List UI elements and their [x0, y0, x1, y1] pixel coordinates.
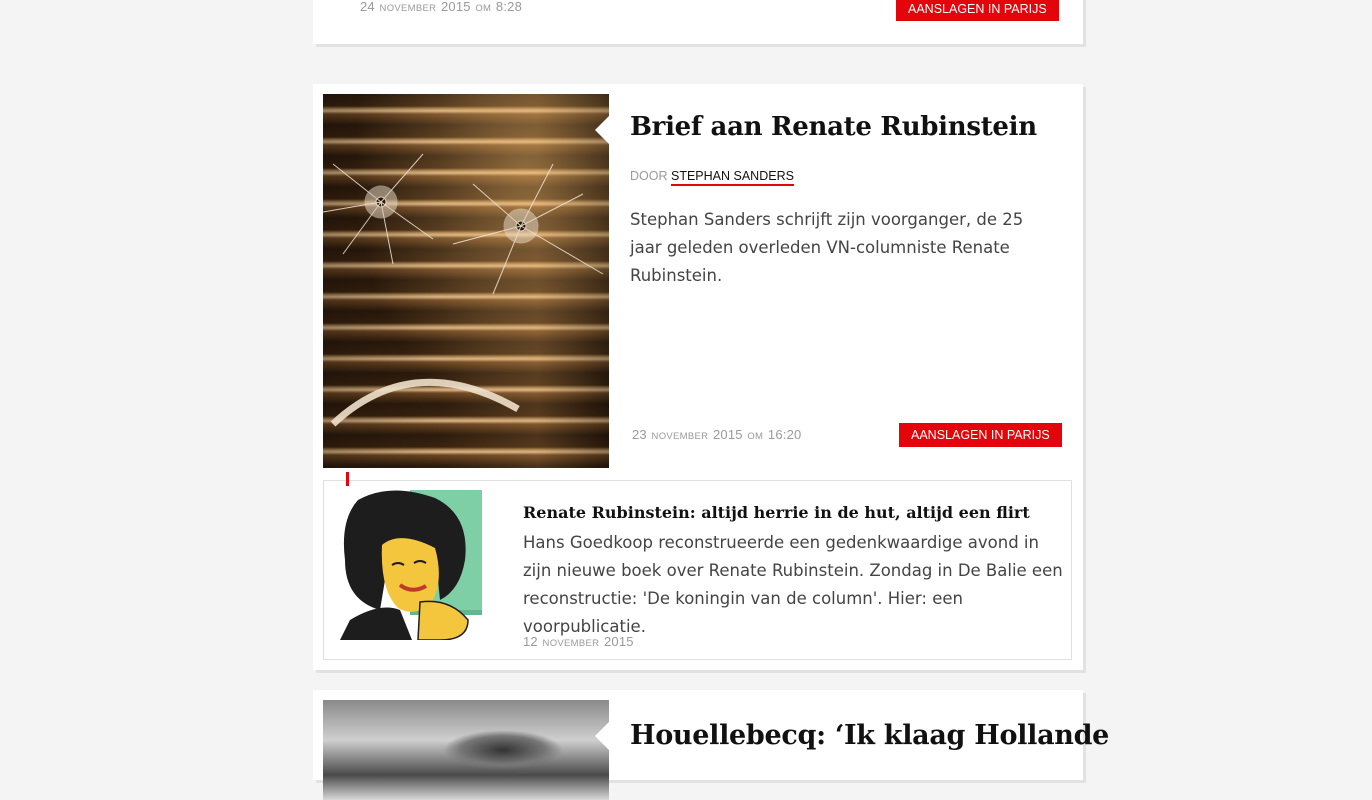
related-article-date [523, 633, 634, 651]
article-date [632, 426, 801, 444]
date-month: NOVEMBER [542, 638, 600, 649]
byline-prefix: DOOR [630, 169, 668, 183]
image-notch [595, 114, 611, 146]
article-image[interactable] [323, 700, 609, 800]
article-card [313, 84, 1083, 670]
related-article-summary: Hans Goedkoop reconstrueerde een gedenkwaardige avond in zijn nieuwe boek over Renate Rubinstein. Zondag in De Balie een reconstructie: 'De koningin van de column'. Hier: een voorpublicatie. [523, 533, 1063, 636]
date-day: 24 [360, 0, 375, 14]
topic-tag[interactable]: AANSLAGEN IN PARIJS [896, 0, 1059, 21]
byline [630, 169, 794, 183]
article-summary: Stephan Sanders schrijft zijn voorganger, de 25 jaar geleden overleden VN-columniste Renate Rubinstein. [630, 210, 1024, 285]
topic-tag[interactable]: AANSLAGEN IN PARIJS [899, 423, 1062, 447]
date-day: 23 [632, 427, 647, 442]
image-notch [595, 720, 611, 752]
article-image[interactable] [323, 94, 609, 468]
related-article[interactable] [323, 480, 1072, 660]
date-month: NOVEMBER [379, 3, 437, 14]
related-article-title[interactable]: Renate Rubinstein: altijd herrie in de hut, altijd een flirt [523, 503, 1030, 522]
article-card-previous [313, 0, 1083, 44]
article-title[interactable]: Houellebecq: ‘Ik klaag Hollande [630, 720, 1110, 751]
date-time: 16:20 [767, 427, 802, 442]
article-title[interactable]: Brief aan Renate Rubinstein [630, 112, 1037, 142]
date-month: NOVEMBER [651, 431, 709, 442]
portrait-illustration[interactable] [340, 490, 482, 640]
article-date [360, 0, 522, 16]
article-card-next [313, 690, 1110, 780]
bullet-holes-graphic [323, 94, 609, 468]
date-year: 2015 [603, 634, 634, 649]
date-year: 2015 [712, 427, 743, 442]
date-year: 2015 [440, 0, 471, 14]
date-om: OM [747, 431, 764, 442]
date-time: 8:28 [495, 0, 523, 14]
date-om: OM [475, 3, 492, 14]
date-day: 12 [523, 634, 538, 649]
related-marker [346, 472, 349, 486]
author-link[interactable]: STEPHAN SANDERS [671, 169, 794, 186]
